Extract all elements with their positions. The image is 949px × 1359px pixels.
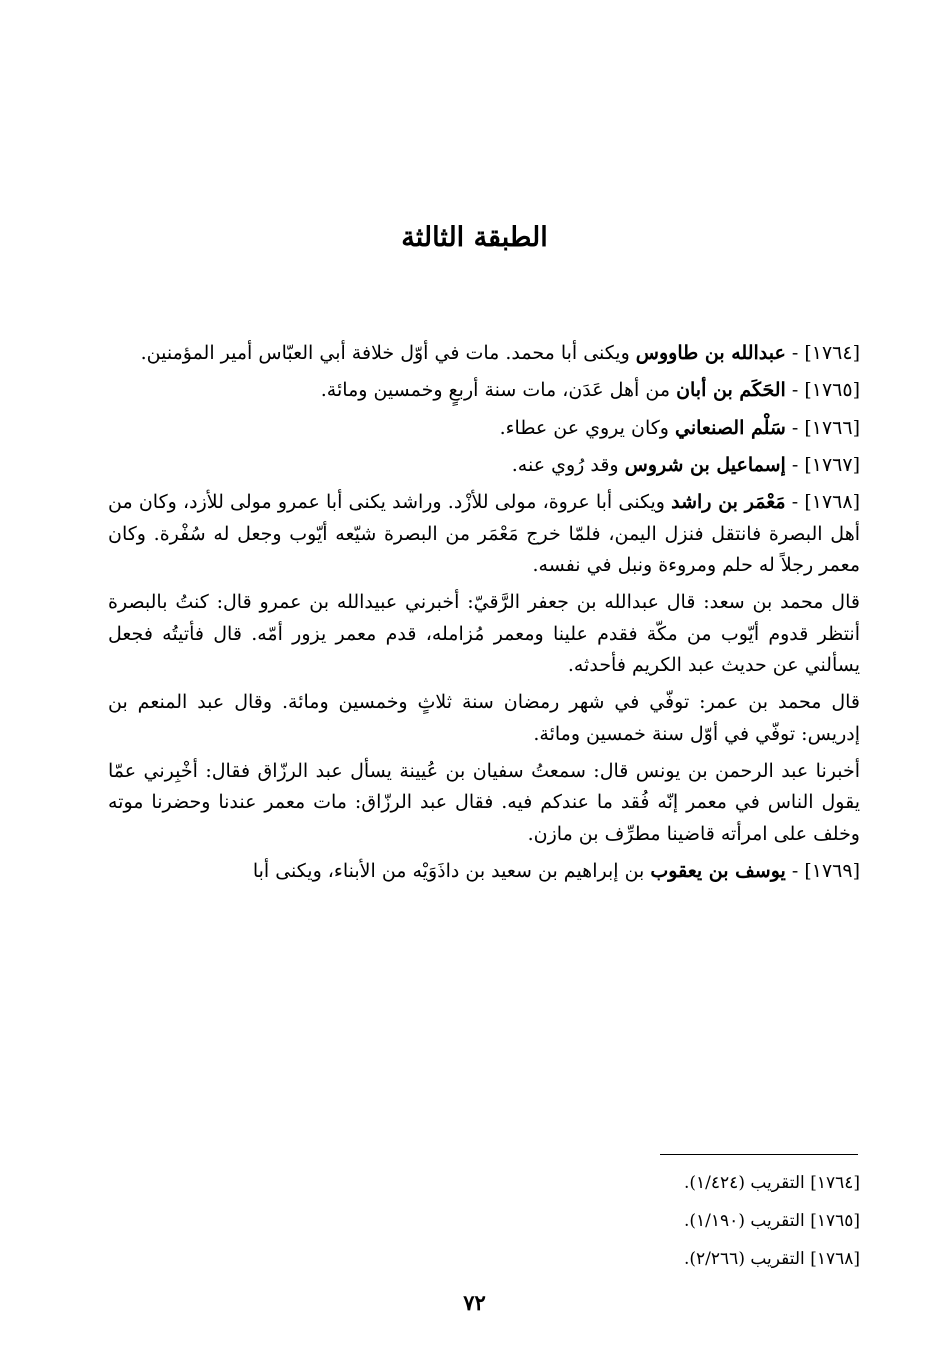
- entry-number: [١٧٦٩] -: [785, 860, 860, 883]
- entry-number: [١٧٦٥] -: [785, 379, 860, 402]
- entry-1765: [108, 375, 860, 406]
- entry-text: من أهل عَدَن، مات سنة أربعٍ وخمسين ومائة.: [320, 379, 677, 402]
- entry-text: وكان يروي عن عطاء.: [499, 416, 675, 439]
- entry-name: عبدالله بن طاووس: [635, 342, 786, 364]
- entry-number: [١٧٦٤] -: [785, 342, 860, 364]
- page-number: ٧٢: [463, 1290, 486, 1315]
- paragraph: قال محمد بن سعد: قال عبدالله بن جعفر الرَّقيّ: أخبرني عبيدالله بن عمرو قال: كنتُ بالبصرة أنتظر قدوم أيّوب من مكّة فقدم علينا ومعمر مُزامله، قدم معمر يزور أمّه. قال فأتيتُه فجعل يسألني عن حديث عبد الكريم فأحدثه.: [108, 591, 860, 677]
- entry-text: ويكنى أبا عروة، مولى للأزْد. وراشد يكنى أبا عمرو مولى للأزد، وكان من أهل البصرة فانتقل فنزل اليمن، فلمّا خرج مَعْمَر من البصرة شيّعه أيّوب وجعل له سُفْرة. وكان معمر رجلاً له حلم ومروءة ونبل في نفسه.: [108, 491, 860, 577]
- footnotes: [684, 1164, 860, 1278]
- entry-number: [١٧٦٧] -: [785, 454, 860, 477]
- entry-number: [١٧٦٨] -: [785, 491, 860, 514]
- entry-1768: [108, 487, 860, 581]
- entry-1764: [108, 338, 860, 369]
- entry-text: بن إبراهيم بن سعيد بن داذَوَيْه من الأبناء، ويكنى أبا: [252, 860, 651, 883]
- footnote: [١٧٦٤] التقريب (١/٤٢٤).: [684, 1173, 860, 1193]
- entry-number: [١٧٦٦] -: [785, 416, 860, 439]
- footnote: [١٧٦٥] التقريب (١/١٩٠).: [684, 1211, 860, 1231]
- footnote: [١٧٦٨] التقريب (٢/٢٦٦).: [684, 1249, 860, 1269]
- entry-name: إسماعيل بن شروس: [624, 454, 786, 477]
- entry-text: وقد رُوي عنه.: [511, 454, 625, 477]
- entry-name: سَلْم الصنعاني: [675, 416, 786, 439]
- section-heading: الطبقة الثالثة: [401, 222, 548, 253]
- paragraph: أخبرنا عبد الرحمن بن يونس قال: سمعتُ سفيان بن عُيينة يسأل عبد الرزّاق فقال: أخْبِرني عمّا يقول الناس في معمر إنّه فُقد ما عندكم فيه. فقال عبد الرزّاق: مات معمر عندنا وحضرنا موته وخلف على امرأته قاضينا مطرِّف بن مازن.: [108, 760, 860, 845]
- entry-name: يوسف بن يعقوب: [650, 860, 786, 883]
- entry-name: الحَكَم بن أبان: [676, 379, 786, 402]
- entry-name: مَعْمَر بن راشد: [671, 491, 786, 514]
- entry-text: ويكنى أبا محمد. مات في أوّل خلافة أبي العبّاس أمير المؤمنين.: [140, 342, 636, 364]
- entry-1766: [108, 413, 860, 444]
- paragraph: قال محمد بن عمر: توفّي في شهر رمضان سنة ثلاثٍ وخمسين ومائة. وقال عبد المنعم بن إدريس: توفّي في أوّل سنة خمسين ومائة.: [108, 691, 860, 745]
- footnote-divider: [660, 1154, 858, 1155]
- entry-1769: [108, 856, 860, 887]
- main-text: [108, 338, 860, 894]
- entry-1767: [108, 450, 860, 481]
